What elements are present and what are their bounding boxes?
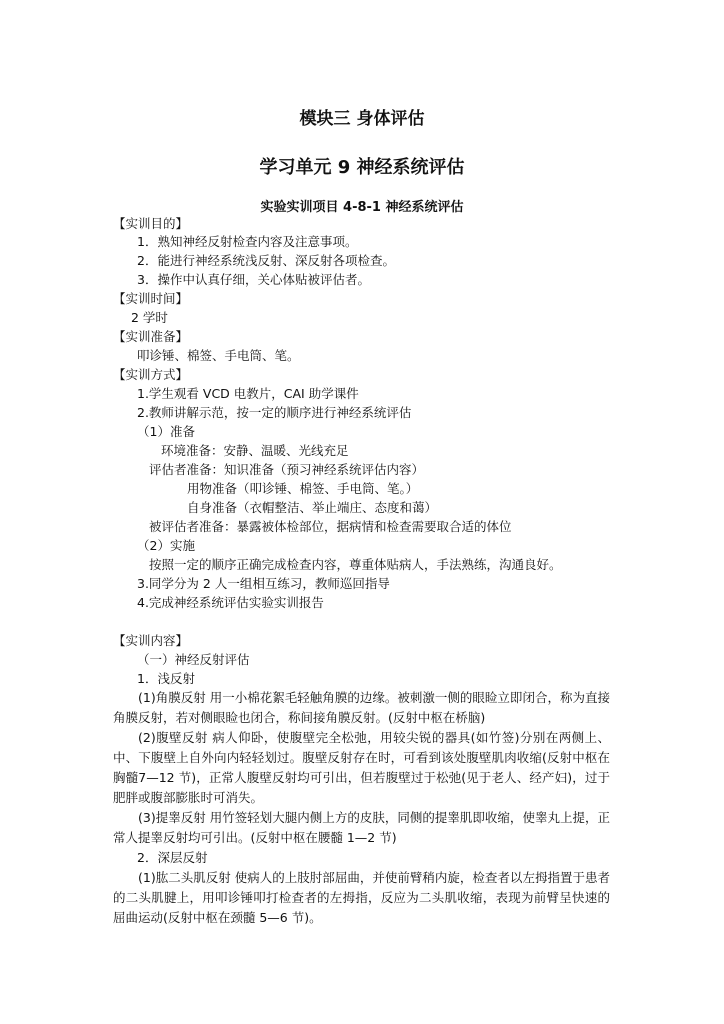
time-value: 2 学时 — [131, 310, 168, 325]
unit-title: 学习单元 9 神经系统评估 — [259, 157, 465, 178]
method-item: 按照一定的顺序正确完成检查内容，尊重体贴病人，手法熟练，沟通良好。 — [149, 557, 562, 572]
method-item: 1.学生观看 VCD 电教片，CAI 助学课件 — [137, 386, 359, 401]
method-item: （2）实施 — [137, 538, 195, 553]
method-heading: 【实训方式】 — [113, 367, 189, 382]
objective-item: 3．操作中认真仔细，关心体贴被评估者。 — [137, 272, 370, 287]
paragraph-corneal-reflex — [113, 688, 610, 728]
method-item: 评估者准备：知识准备（预习神经系统评估内容） — [149, 462, 425, 477]
section-title: （一）神经反射评估 — [137, 652, 250, 667]
preparation-value: 叩诊锤、棉签、手电筒、笔。 — [137, 348, 300, 363]
objective-item: 1．熟知神经反射检查内容及注意事项。 — [137, 234, 358, 249]
preparation-heading: 【实训准备】 — [113, 329, 189, 344]
method-item: 用物准备（叩诊锤、棉签、手电筒、笔。） — [187, 481, 419, 496]
paragraph-abdominal-reflex — [113, 728, 610, 808]
content-heading: 【实训内容】 — [113, 633, 189, 648]
paragraph-text: (1)肱二头肌反射 使病人的上肢肘部屈曲，并使前臂稍内旋，检查者以左拇指置于患者的二头肌腱上，用叩诊锤叩打检查者的左拇指，反应为二头肌收缩，表现为前臂呈快速的屈曲运动(反射中枢在颈髓 5—6 节)。 — [113, 870, 610, 925]
method-item: 2.教师讲解示范，按一定的顺序进行神经系统评估 — [137, 405, 412, 420]
method-item: 被评估者准备：暴露被体检部位，据病情和检查需要取合适的体位 — [149, 519, 512, 534]
project-title: 实验实训项目 4-8-1 神经系统评估 — [260, 200, 464, 215]
time-heading: 【实训时间】 — [113, 291, 189, 306]
method-item: 4.完成神经系统评估实验实训报告 — [137, 595, 324, 610]
paragraph-cremasteric-reflex — [113, 808, 610, 848]
paragraph-biceps-reflex — [113, 868, 610, 928]
objectives-heading: 【实训目的】 — [113, 216, 189, 231]
objective-item: 2．能进行神经系统浅反射、深反射各项检查。 — [137, 253, 395, 268]
subsection-title: 1．浅反射 — [137, 671, 195, 686]
method-item: 3.同学分为 2 人一组相互练习，教师巡回指导 — [137, 576, 390, 591]
paragraph-text: (3)提睾反射 用竹签轻划大腿内侧上方的皮肤，同侧的提睾肌即收缩，使睾丸上提，正常人提睾反射均可引出。(反射中枢在腰髓 1—2 节) — [113, 810, 610, 845]
method-item: 自身准备（衣帽整洁、举止端庄、态度和蔼） — [187, 500, 438, 515]
paragraph-text: (2)腹壁反射 病人仰卧，使腹壁完全松弛，用较尖锐的器具(如竹签)分别在两侧上、中、下腹壁上自外向内轻轻划过。腹壁反射存在时，可看到该处腹壁肌肉收缩(反射中枢在胸髓7—12 节)，正常人腹壁反射均可引出，但若腹壁过于松弛(见于老人、经产妇)，过于肥胖或腹部膨胀时可消失。 — [113, 730, 610, 805]
paragraph-text: (1)角膜反射 用一小棉花絮毛轻触角膜的边缘。被刺激一侧的眼睑立即闭合，称为直接角膜反射，若对侧眼睑也闭合，称间接角膜反射。(反射中枢在桥脑) — [113, 690, 610, 725]
method-item: 环境准备：安静、温暖、光线充足 — [161, 443, 349, 458]
method-item: （1）准备 — [137, 424, 195, 439]
module-title: 模块三 身体评估 — [299, 109, 425, 129]
subsection-title: 2．深层反射 — [137, 850, 208, 865]
